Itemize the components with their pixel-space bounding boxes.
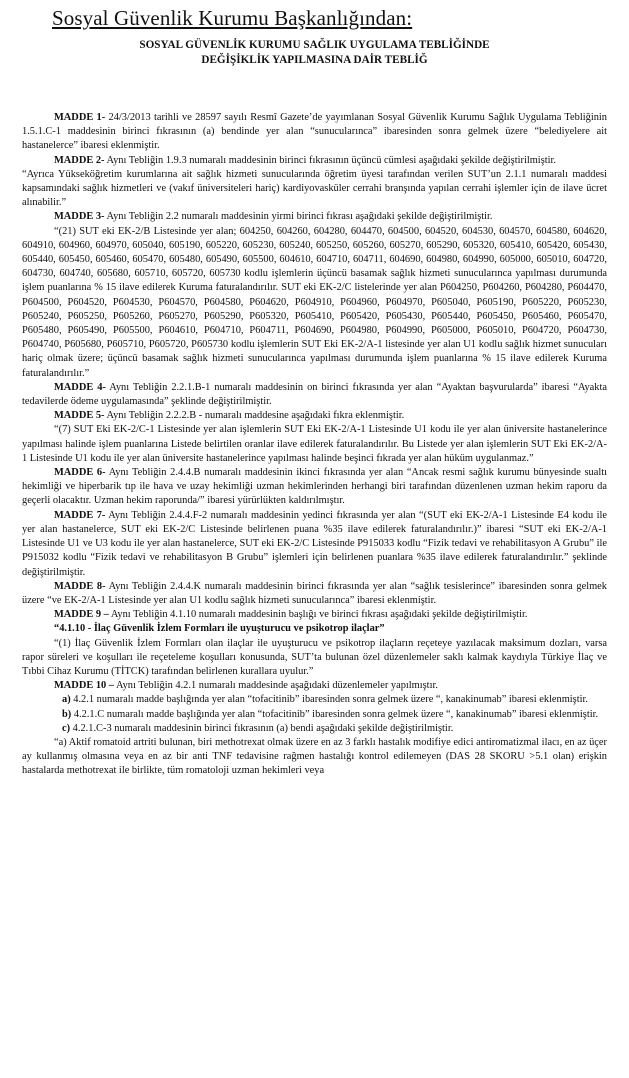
article-2-text: Aynı Tebliğin 1.9.3 numaralı maddesinin birinci fıkrasının üçüncü cümlesi aşağıdaki şekilde değiştirilmiştir.	[104, 154, 556, 166]
document-title	[22, 38, 607, 68]
article-5-quote: “(7) SUT Eki EK-2/C-1 Listesinde yer alan işlemlerin SUT Eki EK-2/A-1 Listesinde U1 kodu ile yer alan üniversite hastanelerince yapılması halinde işlem puanlarına Listede belirtilen oranlar ilave edilerek faturalandırılır. Bu Listede yer alan işlemlerin SUT Eki EK-2/A-1 Listesinde U1 kodu ile yer alan üniversite hastanelerince yapılması halinde beşinci fıkrada yer alan hüküm uygulanmaz.”	[22, 424, 607, 464]
article-10-item-a-text: 4.2.1 numaralı madde başlığında yer alan “tofacitinib” ibaresinden sonra gelmek üzere “, kanakinumab” ibaresi eklenmiştir.	[70, 694, 588, 706]
article-1	[22, 111, 607, 154]
article-10-item-c-label: c)	[62, 722, 71, 734]
article-9-text: Aynı Tebliğin 4.1.10 numaralı maddesinin başlığı ve birinci fıkrası aşağıdaki şekilde değiştirilmiştir.	[108, 609, 528, 621]
document-title-line-1: SOSYAL GÜVENLİK KURUMU SAĞLIK UYGULAMA TEBLİĞİNDE	[139, 39, 490, 51]
article-7-label: MADDE 7-	[54, 509, 106, 521]
article-10-item-a	[22, 693, 607, 707]
article-10-text: Aynı Tebliğin 4.2.1 numaralı maddesinde aşağıdaki düzenlemeler yapılmıştır.	[114, 680, 438, 692]
article-4-text: Aynı Tebliğin 2.2.1.B-1 numaralı maddesinin on birinci fıkrasında yer alan “Ayaktan başvurularda” ibaresi “Ayakta tedavilerde ödeme uygulamasında” şeklinde değiştirilmiştir.	[22, 381, 607, 408]
article-10-item-b-label: b)	[62, 708, 72, 720]
article-9	[22, 608, 607, 622]
article-3-text: Aynı Tebliğin 2.2 numaralı maddesinin yirmi birinci fıkrası aşağıdaki şekilde değiştirilmiştir.	[104, 211, 493, 223]
article-7-text: Aynı Tebliğin 2.4.4.F-2 numaralı maddesinin yedinci fıkrasında yer alan “(SUT eki EK-2/A-1 Listesinde E4 kodu ile yer alan hastanelerce, SUT eki EK-2/C Listesinde belirlenen puana %35 ilave edilerek faturalandırılır.)” ibaresi “SUT eki EK-2/A-1 Listesinde U1 ve U3 kodu ile yer alan hastanelerce, SUT eki EK-2/C Listesinde P915033 kodlu “Fizik tedavi ve rehabilitasyon A Grubu” ile P915032 kodlu “Fizik tedavi ve rehabilitasyon B Grubu” işlemleri için belirlenen puanlara %35 ilave edilerek faturalandırılır.” şeklinde değiştirilmiştir.	[22, 509, 607, 578]
article-8	[22, 580, 607, 608]
article-9-label: MADDE 9 –	[54, 609, 109, 621]
article-1-label: MADDE 1-	[54, 112, 106, 123]
article-3-label: MADDE 3-	[54, 211, 105, 223]
article-6	[22, 466, 607, 509]
article-3-quote: “(21) SUT eki EK-2/B Listesinde yer alan; 604250, 604260, 604280, 604470, 604500, 604520, 604530, 604570, 604580, 604620, 604910, 604960, 604970, 605040, 605190, 605220, 605230, 605240, 605250, 605260, 605270, 605290, 605320, 605410, 605420, 605430, 605440, 605450, 605460, 605470, 605480, 605490, 605500, 604610, 604710, 604711, 604690, 604980, 604990, 605000, 605010, 604720, 604730, 604740, 605680, 605710, 605720, 605730 kodlu işlemlerin üçüncü basamak sağlık hizmeti sunucularınca yapılması durumunda işlem puanlarına % 15 ilave edilerek Kuruma faturalandırılır. SUT eki EK-2/C listelerinde yer alan P604250, P604260, P604280, P604470, P604500, P604520, P604530, P604570, P604580, P604620, P604910, P604960, P604970, P605040, P605190, P605220, P605230, P605240, P605250, P605260, P605270, P605290, P605320, P605410, P605420, P605430, P605440, P605450, P605460, P605470, P605480, P605490, P605500, P604610, P604710, P604711, P604690, P604980, P604990, P605000, P605010, P604720, P604730, P604740, P605680, P605710, P605720, P605730 kodlu işlemlerin SUT Eki EK-2/A-1 listesinde yer alan U1 kodlu sağlık hizmet sunucuları hariç olmak üzere; üçüncü basamak sağlık hizmeti sunucularınca yapılması durumunda işlem puanlarına % 15 ilave edilerek Kuruma faturalandırılır.”	[22, 225, 607, 379]
article-10-item-a-label: a)	[62, 694, 71, 706]
article-9-quote: “(1) İlaç Güvenlik İzlem Formları olan ilaçlar ile uyuşturucu ve psikotrop ilaçların reçeteye yazılacak maksimum dozları, varsa rapor süreleri ve koşulları ile reçeteleme koşulları konusunda, SUT’ta bulunan özel düzenlemeler saklı kalmak kaydıyla Türkiye İlaç ve Tıbbi Cihaz Kurumu (TİTCK) tarafından belirlenen kurallara uyulur.”	[22, 637, 607, 677]
article-5-text: Aynı Tebliğin 2.2.2.B - numaralı maddesine aşağıdaki fıkra eklenmiştir.	[104, 410, 405, 422]
article-3	[22, 210, 607, 224]
article-1-text: 24/3/2013 tarihli ve 28597 sayılı Resmî Gazete’de yayımlanan Sosyal Güvenlik Kurumu Sağlık Uygulama Tebliğinin 1.5.1.C-1 maddesinin birinci fıkrasının (a) bendinde yer alan “sunucularınca” ibaresinden sonra gelmek üzere “belediyelere ait hastanelerce” ibaresi eklenmiştir.	[22, 112, 607, 152]
article-6-text: Aynı Tebliğin 2.4.4.B numaralı maddesinin ikinci fıkrasında yer alan “Ancak resmi sağlık kurumu bünyesinde sualtı hekimliği ve hiperbarik tıp ile hava ve uzay hekimliği uzman hekimlerinden herhangi biri tarafından düzenlenen uzman hekim raporu da geçerli olacaktır. Uzman hekim raporunda/” ibaresi yürürlükten kaldırılmıştır.	[22, 467, 607, 507]
article-10-item-b-text: 4.2.1.C numaralı madde başlığında yer alan “tofacitinib” ibaresinden sonra gelmek üzere “, kanakinumab” ibaresi eklenmiştir.	[71, 708, 599, 720]
article-5-label: MADDE 5-	[54, 410, 105, 422]
article-10-item-c-quote: “a) Aktif romatoid artriti bulunan, biri methotrexat olmak üzere en az 3 farklı hastalık modifiye edici antiromatizmal ilacı, en az üçer ay kullanmış olmasına veya en az bir anti TNF tedavisine rağmen hastalığı kontrol edilemeyen (DAS 28 SKORU >5.1 olan) erişkin hastalarda methotrexat ile birlikte, tüm romatoloji uzman hekimleri veya	[22, 736, 607, 777]
article-2-quote: “Ayrıca Yükseköğretim kurumlarına ait sağlık hizmeti sunucularında öğretim üyesi tarafından verilen SUT’un 2.1.1 numaralı maddesi kapsamındaki sağlık hizmetleri ve (vakıf üniversiteleri hariç) kardiyovasküler cerrahi branşında yapılan cerrahi işlemler için de ilave ücret alınabilir.”	[22, 168, 607, 209]
article-7	[22, 509, 607, 580]
issuer-heading: Sosyal Güvenlik Kurumu Başkanlığından:	[52, 6, 413, 30]
article-4	[22, 381, 607, 409]
article-2	[22, 154, 607, 168]
article-4-label: MADDE 4-	[54, 381, 106, 393]
article-10-label: MADDE 10 –	[54, 680, 115, 692]
article-6-label: MADDE 6-	[54, 467, 106, 479]
article-9-heading: “4.1.10 - İlaç Güvenlik İzlem Formları ile uyuşturucu ve psikotrop ilaçlar”	[54, 623, 385, 635]
article-10-item-b	[22, 708, 607, 722]
article-10	[22, 679, 607, 693]
article-10-item-c-text: 4.2.1.C-3 numaralı maddesinin birinci fıkrasının (a) bendi aşağıdaki şekilde değiştirilmiştir.	[70, 722, 454, 734]
article-5	[22, 409, 607, 423]
article-8-text: Aynı Tebliğin 2.4.4.K numaralı maddesinin birinci fıkrasında yer alan “sağlık tesislerince” ibaresinden sonra gelmek üzere “ve EK-2/A-1 Listesinde yer alan U1 kodlu sağlık hizmeti sunucularınca” ibaresi eklenmiştir.	[22, 580, 607, 606]
article-8-label: MADDE 8-	[54, 580, 106, 592]
document-title-line-2: DEĞİŞİKLİK YAPILMASINA DAİR TEBLİĞ	[201, 54, 428, 66]
article-10-item-c	[22, 722, 607, 736]
article-2-label: MADDE 2-	[54, 154, 105, 166]
